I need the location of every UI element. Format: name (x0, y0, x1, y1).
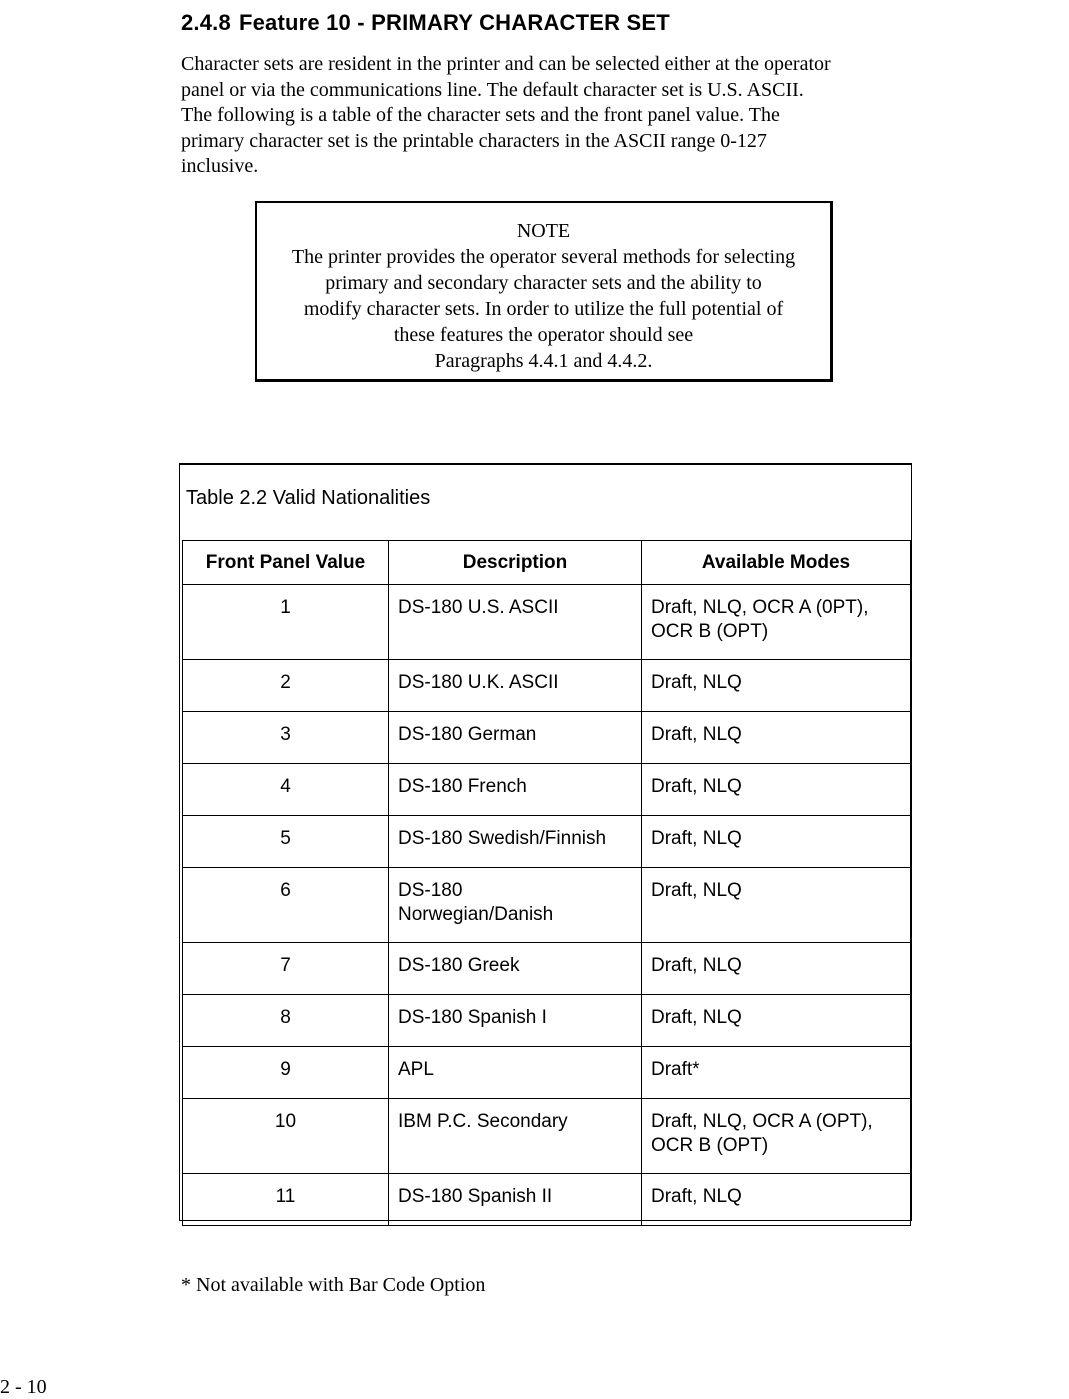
table-header-row (183, 541, 911, 585)
note-line: modify character sets. In order to utilize the full potential of (303, 298, 784, 320)
header-front-panel-value: Front Panel Value (183, 541, 389, 585)
table-row (183, 1047, 911, 1099)
cell-value: 2 (183, 660, 389, 712)
table-row (183, 943, 911, 995)
cell-value: 11 (183, 1174, 389, 1226)
cell-description: DS-180 German (389, 712, 642, 764)
table-row (183, 816, 911, 868)
cell-value: 8 (183, 995, 389, 1047)
cell-value: 5 (183, 816, 389, 868)
cell-modes: Draft, NLQ (642, 995, 911, 1047)
nationalities-table-frame (179, 463, 912, 1221)
intro-line: panel or via the communications line. The default character set is U.S. ASCII. (181, 78, 804, 101)
cell-description: DS-180 U.S. ASCII (389, 585, 642, 660)
intro-line: The following is a table of the character sets and the front panel value. The (181, 104, 780, 127)
note-title: NOTE (516, 220, 571, 242)
intro-paragraph (181, 52, 911, 180)
cell-description: DS-180 Swedish/Finnish (389, 816, 642, 868)
section-title: Feature 10 - PRIMARY CHARACTER SET (238, 10, 670, 35)
cell-value: 9 (183, 1047, 389, 1099)
cell-modes: Draft* (642, 1047, 911, 1099)
footnote: * Not available with Bar Code Option (181, 1274, 486, 1296)
table-row (183, 585, 911, 660)
cell-value: 1 (183, 585, 389, 660)
header-available-modes: Available Modes (642, 541, 911, 585)
intro-line: Character sets are resident in the printer and can be selected either at the operator (181, 53, 831, 75)
page-number: 2 - 10 (0, 1376, 47, 1398)
intro-line: primary character set is the printable characters in the ASCII range 0-127 (181, 129, 767, 152)
cell-description: DS-180 U.K. ASCII (389, 660, 642, 712)
note-line: The printer provides the operator several methods for selecting (291, 246, 796, 268)
nationalities-table (182, 540, 911, 1226)
note-line: Paragraphs 4.4.1 and 4.4.2. (434, 350, 653, 372)
cell-modes: Draft, NLQ (642, 816, 911, 868)
section-number: 2.4.8 (181, 10, 231, 35)
table-row (183, 1174, 911, 1226)
cell-modes: Draft, NLQ (642, 943, 911, 995)
cell-description: IBM P.C. Secondary (389, 1099, 642, 1174)
cell-value: 10 (183, 1099, 389, 1174)
header-description: Description (389, 541, 642, 585)
cell-modes: Draft, NLQ (642, 764, 911, 816)
table-caption: Table 2.2 Valid Nationalities (186, 487, 431, 509)
table-row (183, 764, 911, 816)
cell-modes: Draft, NLQ, OCR A (OPT), OCR B (OPT) (642, 1099, 911, 1174)
cell-modes: Draft, NLQ (642, 1174, 911, 1226)
cell-modes: Draft, NLQ (642, 660, 911, 712)
cell-modes: Draft, NLQ, OCR A (0PT), OCR B (OPT) (642, 585, 911, 660)
cell-modes: Draft, NLQ (642, 868, 911, 943)
table-row (183, 660, 911, 712)
cell-value: 4 (183, 764, 389, 816)
cell-description: DS-180 Norwegian/Danish (389, 868, 642, 943)
table-row (183, 995, 911, 1047)
cell-description: DS-180 Spanish I (389, 995, 642, 1047)
intro-line: inclusive. (181, 155, 259, 178)
table-row (183, 1099, 911, 1174)
cell-description: DS-180 French (389, 764, 642, 816)
cell-modes: Draft, NLQ (642, 712, 911, 764)
cell-description: DS-180 Spanish II (389, 1174, 642, 1226)
note-line: primary and secondary character sets and the ability to (325, 272, 762, 294)
cell-description: APL (389, 1047, 642, 1099)
note-box (255, 201, 833, 382)
cell-description: DS-180 Greek (389, 943, 642, 995)
cell-value: 6 (183, 868, 389, 943)
cell-value: 7 (183, 943, 389, 995)
table-row (183, 868, 911, 943)
section-heading (181, 10, 670, 36)
table-row (183, 712, 911, 764)
cell-value: 3 (183, 712, 389, 764)
note-line: these features the operator should see (393, 324, 694, 346)
